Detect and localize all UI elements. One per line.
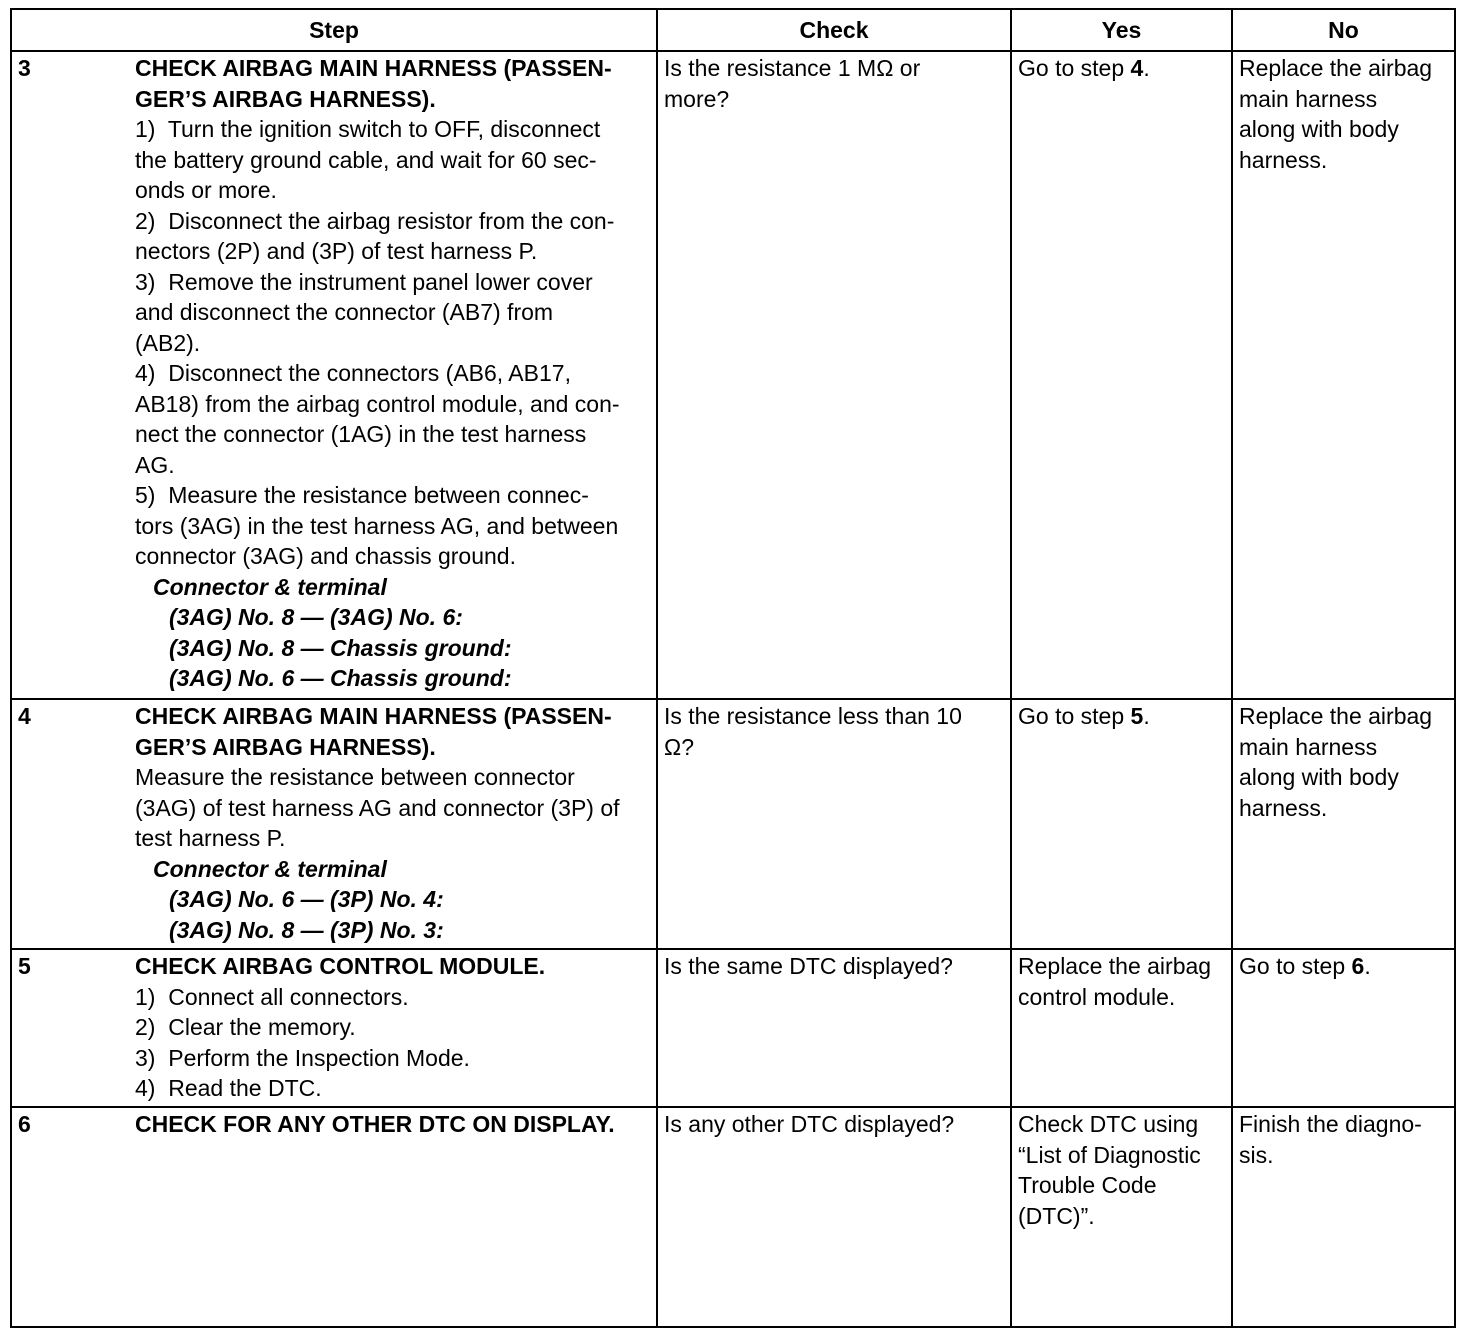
step-number: 6 xyxy=(11,1107,135,1327)
yes-action xyxy=(1011,51,1232,699)
step-text: 4) Read the DTC. xyxy=(135,1075,322,1101)
check-text: Is the resistance less than 10 xyxy=(664,703,962,729)
step-description xyxy=(135,51,657,699)
yes-text: Go to step xyxy=(1018,55,1131,81)
check-question xyxy=(657,949,1011,1107)
no-text: sis. xyxy=(1239,1141,1274,1168)
step-description xyxy=(135,699,657,949)
step-text: nectors (2P) and (3P) of test harness P. xyxy=(135,238,538,264)
check-question xyxy=(657,1107,1011,1327)
step-text: 3) Perform the Inspection Mode. xyxy=(135,1044,470,1071)
step-title: GER’S AIRBAG HARNESS). xyxy=(135,733,436,760)
step-text: onds or more. xyxy=(135,177,277,203)
no-text: harness. xyxy=(1239,794,1328,821)
step-text: connector (3AG) and chassis ground. xyxy=(135,543,516,569)
step-text: 1) Turn the ignition switch to OFF, disconnect xyxy=(135,116,601,142)
table-row xyxy=(11,699,1455,949)
step-title: CHECK AIRBAG CONTROL MODULE. xyxy=(135,953,546,979)
connector-terminal-item: (3AG) No. 8 — Chassis ground: xyxy=(169,634,512,661)
table-row xyxy=(11,949,1455,1107)
step-title: CHECK FOR ANY OTHER DTC ON DISPLAY. xyxy=(135,1111,615,1137)
yes-action xyxy=(1011,949,1232,1107)
step-ref: 5 xyxy=(1130,703,1144,729)
yes-text: Replace the airbag xyxy=(1018,953,1212,979)
step-text: 5) Measure the resistance between connec- xyxy=(135,482,589,508)
yes-action xyxy=(1011,1107,1232,1327)
no-text: Go to step xyxy=(1239,953,1352,979)
check-question xyxy=(657,51,1011,699)
connector-terminal-item: (3AG) No. 8 — (3AG) No. 6: xyxy=(169,604,463,630)
header-step: Step xyxy=(11,9,657,51)
check-text: Is any other DTC displayed? xyxy=(664,1111,955,1137)
step-ref: 6 xyxy=(1351,953,1365,979)
step-text: test harness P. xyxy=(135,825,286,851)
step-text: AG. xyxy=(135,451,175,478)
step-text: Measure the resistance between connector xyxy=(135,764,575,790)
step-text: 2) Clear the memory. xyxy=(135,1014,356,1040)
no-text: along with body xyxy=(1239,116,1399,142)
table-row xyxy=(11,51,1455,699)
no-text: main harness xyxy=(1239,733,1378,760)
yes-text: . xyxy=(1143,55,1150,81)
no-text: along with body xyxy=(1239,764,1399,790)
check-text: Is the resistance 1 MΩ or xyxy=(664,55,921,81)
yes-text: Trouble Code xyxy=(1018,1172,1157,1198)
step-text: AB18) from the airbag control module, and con- xyxy=(135,390,620,417)
step-description xyxy=(135,1107,657,1327)
yes-text: Check DTC using xyxy=(1018,1111,1199,1137)
no-text: harness. xyxy=(1239,146,1328,173)
step-title: GER’S AIRBAG HARNESS). xyxy=(135,85,436,112)
step-number: 3 xyxy=(11,51,135,699)
step-ref: 4 xyxy=(1130,55,1144,81)
yes-action xyxy=(1011,699,1232,949)
check-text: Ω? xyxy=(664,733,694,760)
connector-terminal-item: (3AG) No. 8 — (3P) No. 3: xyxy=(169,916,444,943)
no-text: Replace the airbag xyxy=(1239,55,1433,81)
connector-terminal-heading: Connector & terminal xyxy=(153,573,387,600)
header-yes: Yes xyxy=(1011,9,1232,51)
connector-terminal-item: (3AG) No. 6 — (3P) No. 4: xyxy=(169,886,444,912)
yes-text: Go to step xyxy=(1018,703,1131,729)
no-action xyxy=(1232,51,1455,699)
connector-terminal-heading: Connector & terminal xyxy=(153,855,387,882)
header-check: Check xyxy=(657,9,1011,51)
step-text: (AB2). xyxy=(135,329,201,356)
no-action xyxy=(1232,949,1455,1107)
header-row xyxy=(11,9,1455,51)
step-text: nect the connector (1AG) in the test harness xyxy=(135,421,587,447)
step-number: 4 xyxy=(11,699,135,949)
step-text: 4) Disconnect the connectors (AB6, AB17, xyxy=(135,360,571,386)
no-text: Replace the airbag xyxy=(1239,703,1433,729)
yes-text: “List of Diagnostic xyxy=(1018,1141,1201,1168)
connector-terminal-item: (3AG) No. 6 — Chassis ground: xyxy=(169,665,512,691)
step-text: (3AG) of test harness AG and connector (3P) of xyxy=(135,794,620,821)
step-description xyxy=(135,949,657,1107)
check-text: Is the same DTC displayed? xyxy=(664,953,953,979)
step-text: 1) Connect all connectors. xyxy=(135,983,409,1010)
step-text: the battery ground cable, and wait for 60 sec- xyxy=(135,146,597,173)
yes-text: . xyxy=(1143,703,1150,729)
header-no: No xyxy=(1232,9,1455,51)
check-question xyxy=(657,699,1011,949)
no-text: Finish the diagno- xyxy=(1239,1111,1422,1137)
yes-text: control module. xyxy=(1018,983,1176,1010)
no-text: . xyxy=(1364,953,1371,979)
step-title: CHECK AIRBAG MAIN HARNESS (PASSEN- xyxy=(135,55,612,81)
step-text: 2) Disconnect the airbag resistor from the con- xyxy=(135,207,615,234)
diagnosis-table xyxy=(10,8,1456,1328)
yes-text: (DTC)”. xyxy=(1018,1202,1095,1229)
table-row xyxy=(11,1107,1455,1327)
check-text: more? xyxy=(664,85,730,112)
step-number: 5 xyxy=(11,949,135,1107)
no-action xyxy=(1232,699,1455,949)
no-action xyxy=(1232,1107,1455,1327)
step-text: tors (3AG) in the test harness AG, and between xyxy=(135,512,619,539)
step-title: CHECK AIRBAG MAIN HARNESS (PASSEN- xyxy=(135,703,612,729)
step-text: 3) Remove the instrument panel lower cover xyxy=(135,268,593,295)
no-text: main harness xyxy=(1239,85,1378,112)
step-text: and disconnect the connector (AB7) from xyxy=(135,299,554,325)
